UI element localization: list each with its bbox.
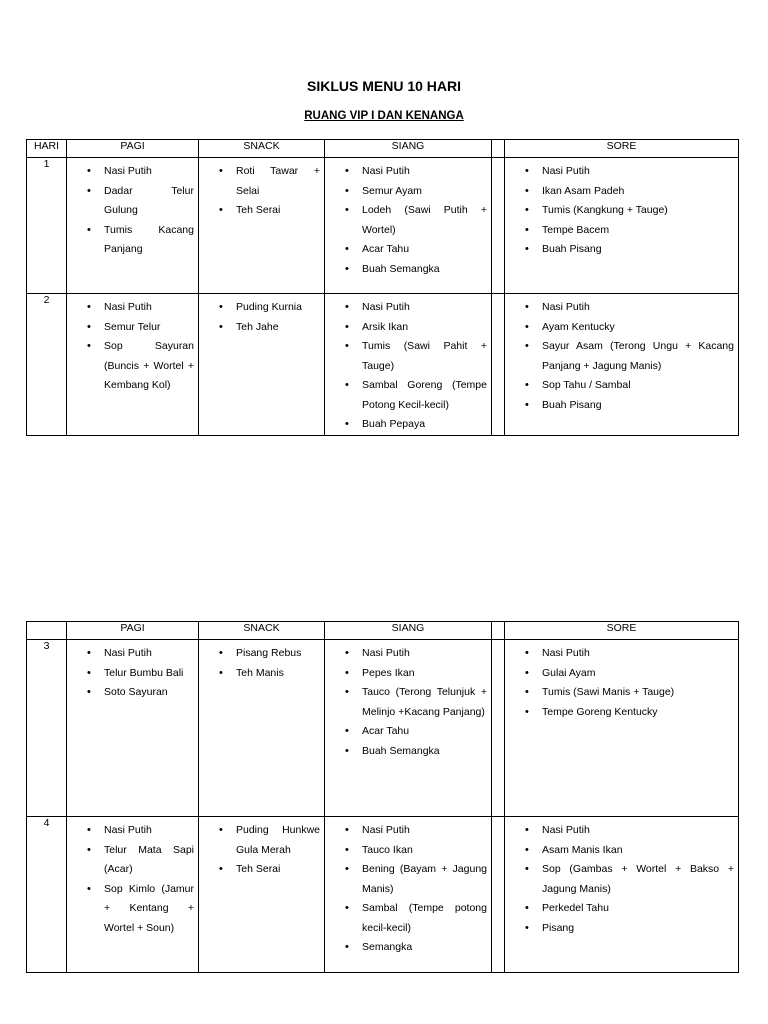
sore-cell [505, 158, 739, 294]
snack-menu-list [199, 640, 324, 683]
menu-item: • Tumis Kacang Panjang [67, 221, 194, 260]
menu-item: • Tumis (Sawi Pahit + Tauge) [325, 337, 487, 376]
menu-item: • Pepes Ikan [325, 664, 487, 684]
menu-item: • Tempe Goreng Kentucky [505, 703, 734, 723]
siang-cell [325, 817, 492, 973]
menu-item: • Arsik Ikan [325, 318, 487, 338]
menu-item: • Nasi Putih [67, 821, 194, 841]
pagi-cell [67, 640, 199, 817]
pagi-menu-list [67, 294, 198, 396]
menu-item: • Dadar Telur Gulung [67, 182, 194, 221]
pagi-cell [67, 294, 199, 436]
menu-item: • Nasi Putih [505, 644, 734, 664]
header-row [27, 140, 739, 158]
header-hari: HARI [27, 140, 67, 158]
header-sore: SORE [505, 140, 739, 158]
siang-menu-list [325, 158, 491, 279]
header-pagi: PAGI [67, 622, 199, 640]
day-number: 2 [27, 294, 67, 436]
menu-item: • Ikan Asam Padeh [505, 182, 734, 202]
menu-item: • Sayur Asam (Terong Ungu + Kacang Panjang + Jagung Manis) [505, 337, 734, 376]
spacer-cell [492, 622, 505, 640]
menu-table-days-1-2 [26, 139, 739, 436]
menu-item: • Soto Sayuran [67, 683, 194, 703]
header-snack: SNACK [199, 140, 325, 158]
menu-item: • Tumis (Kangkung + Tauge) [505, 201, 734, 221]
menu-item: • Telur Mata Sapi (Acar) [67, 841, 194, 880]
pagi-menu-list [67, 158, 198, 260]
sore-cell [505, 294, 739, 436]
header-snack: SNACK [199, 622, 325, 640]
menu-item: • Buah Semangka [325, 742, 487, 762]
menu-item: • Sop Tahu / Sambal [505, 376, 734, 396]
menu-row-day-1 [27, 158, 739, 294]
pagi-cell [67, 817, 199, 973]
sore-menu-list [505, 640, 738, 722]
menu-item: • Pisang [505, 919, 734, 939]
snack-menu-list [199, 817, 324, 880]
menu-item: • Semangka [325, 938, 487, 958]
snack-menu-list [199, 158, 324, 221]
sore-cell [505, 640, 739, 817]
spacer-cell [492, 640, 505, 817]
day-number: 3 [27, 640, 67, 817]
menu-item: • Perkedel Tahu [505, 899, 734, 919]
pagi-menu-list [67, 817, 198, 938]
menu-item: • Nasi Putih [505, 298, 734, 318]
sore-menu-list [505, 294, 738, 415]
snack-cell [199, 294, 325, 436]
siang-menu-list [325, 817, 491, 958]
snack-cell [199, 817, 325, 973]
menu-item: • Nasi Putih [325, 162, 487, 182]
menu-item: • Tumis (Sawi Manis + Tauge) [505, 683, 734, 703]
snack-cell [199, 640, 325, 817]
header-pagi: PAGI [67, 140, 199, 158]
menu-row-day-4 [27, 817, 739, 973]
snack-menu-list [199, 294, 324, 337]
siang-cell [325, 158, 492, 294]
menu-item: • Acar Tahu [325, 722, 487, 742]
menu-item: • Bening (Bayam + Jagung Manis) [325, 860, 487, 899]
menu-item: • Tempe Bacem [505, 221, 734, 241]
header-siang: SIANG [325, 140, 492, 158]
menu-item: • Sambal (Tempe potong kecil-kecil) [325, 899, 487, 938]
menu-item: • Sambal Goreng (Tempe Potong Kecil-kecil) [325, 376, 487, 415]
siang-cell [325, 640, 492, 817]
header-siang: SIANG [325, 622, 492, 640]
siang-cell [325, 294, 492, 436]
menu-item: • Nasi Putih [325, 821, 487, 841]
menu-row-day-2 [27, 294, 739, 436]
menu-item: • Lodeh (Sawi Putih + Wortel) [325, 201, 487, 240]
sore-menu-list [505, 817, 738, 938]
menu-item: • Nasi Putih [67, 644, 194, 664]
menu-item: • Sop (Gambas + Wortel + Bakso + Jagung Manis) [505, 860, 734, 899]
menu-item: • Buah Semangka [325, 260, 487, 280]
menu-item: • Buah Pisang [505, 396, 734, 416]
menu-item: • Nasi Putih [505, 821, 734, 841]
pagi-cell [67, 158, 199, 294]
siang-menu-list [325, 294, 491, 435]
menu-item: • Nasi Putih [505, 162, 734, 182]
menu-item: • Buah Pepaya [325, 415, 487, 435]
menu-item: • Acar Tahu [325, 240, 487, 260]
day-number: 1 [27, 158, 67, 294]
menu-item: • Sop Sayuran (Buncis + Wortel + Kembang Kol) [67, 337, 194, 396]
menu-item: • Nasi Putih [325, 298, 487, 318]
spacer-cell [492, 140, 505, 158]
spacer-cell [492, 158, 505, 294]
menu-item: • Nasi Putih [67, 162, 194, 182]
header-row [27, 622, 739, 640]
page-subtitle: RUANG VIP I DAN KENANGA [304, 110, 464, 122]
menu-item: • Teh Manis [199, 664, 320, 684]
siang-menu-list [325, 640, 491, 761]
menu-item: • Semur Ayam [325, 182, 487, 202]
header-hari [27, 622, 67, 640]
day-number: 4 [27, 817, 67, 973]
menu-item: • Pisang Rebus [199, 644, 320, 664]
menu-item: • Ayam Kentucky [505, 318, 734, 338]
menu-item: • Semur Telur [67, 318, 194, 338]
menu-item: • Asam Manis Ikan [505, 841, 734, 861]
snack-cell [199, 158, 325, 294]
menu-table-days-3-4 [26, 621, 739, 973]
menu-item: • Buah Pisang [505, 240, 734, 260]
menu-item: • Puding Hunkwe Gula Merah [199, 821, 320, 860]
menu-item: • Teh Serai [199, 201, 320, 221]
menu-item: • Nasi Putih [67, 298, 194, 318]
menu-item: • Tauco Ikan [325, 841, 487, 861]
menu-item: • Gulai Ayam [505, 664, 734, 684]
header-sore: SORE [505, 622, 739, 640]
menu-item: • Telur Bumbu Bali [67, 664, 194, 684]
sore-menu-list [505, 158, 738, 260]
menu-row-day-3 [27, 640, 739, 817]
pagi-menu-list [67, 640, 198, 703]
spacer-cell [492, 294, 505, 436]
sore-cell [505, 817, 739, 973]
menu-item: • Puding Kurnia [199, 298, 320, 318]
menu-item: • Tauco (Terong Telunjuk + Melinjo +Kacang Panjang) [325, 683, 487, 722]
menu-item: • Sop Kimlo (Jamur + Kentang + Wortel + Soun) [67, 880, 194, 939]
menu-item: • Nasi Putih [325, 644, 487, 664]
menu-item: • Teh Jahe [199, 318, 320, 338]
spacer-cell [492, 817, 505, 973]
menu-item: • Roti Tawar + Selai [199, 162, 320, 201]
menu-item: • Teh Serai [199, 860, 320, 880]
page-title: SIKLUS MENU 10 HARI [306, 78, 462, 94]
